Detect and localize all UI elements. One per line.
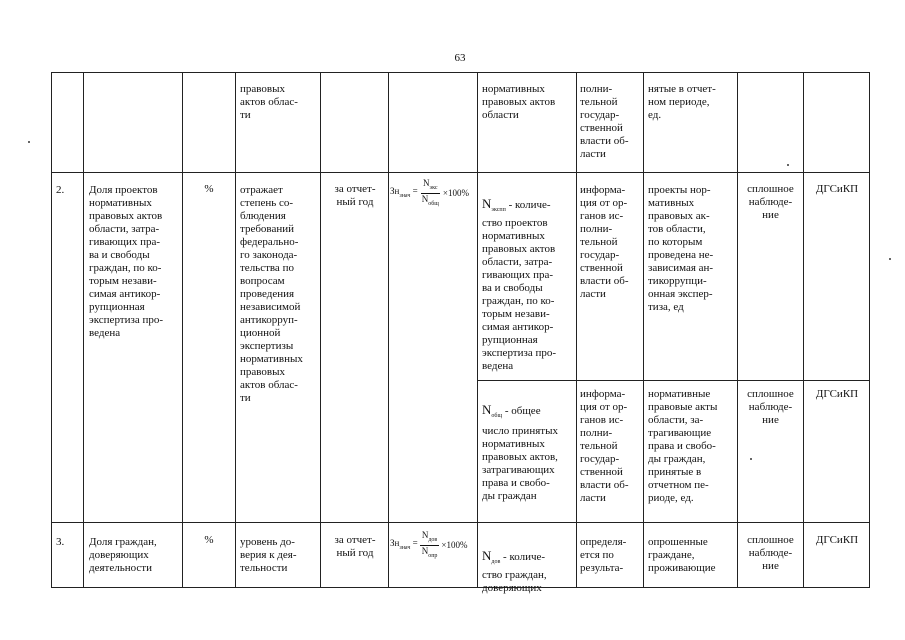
row2-sub1-object: проекты нор- мативных правовых ак- тов области, по которым проведена не- зависимая ан- тикоррупци- онная экспер- тиза, ед bbox=[648, 184, 714, 313]
row2-sub1-responsible: ДГСиКП bbox=[815, 183, 859, 195]
grid-line bbox=[51, 72, 52, 587]
row2-sub1-source: информа- ция от ор- ганов ис- полни- тельной государ- ственной власти об- ласти bbox=[580, 184, 629, 300]
row3-source: определя- ется по результа- bbox=[580, 536, 627, 574]
grid-line bbox=[477, 72, 478, 587]
grid-line bbox=[182, 72, 183, 587]
grid-line bbox=[51, 172, 870, 173]
grid-line bbox=[388, 72, 389, 587]
row3-definition: уровень до- верия к дея- тельности bbox=[240, 536, 297, 574]
formula-multiplier: ×100% bbox=[441, 540, 468, 550]
row2-sub1-method: сплошное наблюде- ние bbox=[747, 183, 794, 221]
grid-line bbox=[83, 72, 84, 587]
grid-line bbox=[576, 72, 577, 587]
formula-fraction: $\frac{N_{экс}}{N_{общ}}$ bbox=[421, 177, 439, 207]
scan-speck bbox=[889, 258, 891, 260]
row3-name: Доля граждан, доверяющих деятельности bbox=[89, 536, 157, 574]
row2-sub2-source: информа- ция от ор- ганов ис- полни- тельной государ- ственной власти об- ласти bbox=[580, 388, 629, 504]
row2-period: за отчет- ный год bbox=[334, 183, 376, 208]
formula-multiplier: ×100% bbox=[442, 188, 469, 198]
row2-sub1-description: $N_{экспп}$ - количе- ство проектов нормативных правовых актов области, затра- гивающих пра- ва и свободы граждан, по ко- торым незави- симая антикор- рупционная экспертиза про- ведена bbox=[482, 196, 557, 373]
row2-name: Доля проектов нормативных правовых актов области, затра- гивающих пра- ва и свободы граждан, по ко- торым незави- симая антикор- рупционная экспертиза про- ведена bbox=[89, 184, 164, 339]
grid-line bbox=[51, 522, 870, 523]
grid-line bbox=[320, 72, 321, 587]
row3-period: за отчет- ный год bbox=[334, 534, 376, 559]
row2-sub2-object: нормативные правовые акты области, за- трагивающие права и свобо- ды граждан, принятые в отчетном пе- риоде, ед. bbox=[648, 388, 718, 504]
row3-object: опрошенные граждане, проживающие bbox=[648, 536, 716, 574]
grid-line bbox=[235, 72, 236, 587]
formula-fraction: $\frac{N_{дов}}{N_{опр}}$ bbox=[421, 529, 438, 559]
grid-line bbox=[51, 72, 870, 73]
grid-line bbox=[477, 380, 870, 381]
grid-line bbox=[737, 72, 738, 587]
formula-lhs: $Зн_{знач}$ = bbox=[390, 537, 418, 551]
grid-line bbox=[803, 72, 804, 587]
row2-sub2-description: $N_{общ}$ - общее число принятых нормативных правовых актов, затрагивающих права и свобо- ды граждан bbox=[482, 402, 558, 503]
row2-formula bbox=[390, 178, 478, 208]
cont-row-object: нятые в отчет- ном периоде, ед. bbox=[648, 83, 716, 121]
scan-speck bbox=[750, 458, 752, 460]
row3-formula bbox=[390, 530, 478, 560]
row3-description: $N_{дов}$ - количе- ство граждан, доверяющих bbox=[482, 548, 547, 595]
row3-method: сплошное наблюде- ние bbox=[747, 534, 794, 572]
row3-number: 3. bbox=[56, 536, 65, 548]
scan-speck bbox=[787, 164, 789, 166]
row2-number: 2. bbox=[56, 184, 65, 196]
row3-responsible: ДГСиКП bbox=[815, 534, 859, 546]
grid-line bbox=[643, 72, 644, 587]
row3-unit: % bbox=[204, 534, 214, 546]
cont-row-source: полни- тельной государ- ственной власти об- ласти bbox=[580, 83, 629, 160]
scan-speck bbox=[28, 141, 30, 143]
row2-definition: отражает степень со- блюдения требований федерально- го законода- тельства по вопросам проведения независимой антикорруп- ционной экспертизы нормативных правовых актов облас- ти bbox=[240, 184, 303, 404]
grid-line bbox=[51, 587, 870, 588]
page-number: 63 bbox=[454, 52, 466, 64]
grid-line bbox=[869, 72, 870, 587]
cont-row-description: нормативных правовых актов области bbox=[482, 83, 556, 121]
cont-row-definition: правовых актов облас- ти bbox=[240, 83, 298, 121]
row2-unit: % bbox=[204, 183, 214, 195]
row2-sub2-method: сплошное наблюде- ние bbox=[747, 388, 794, 426]
formula-lhs: $Зн_{знач}$ = bbox=[390, 185, 418, 199]
row2-sub2-responsible: ДГСиКП bbox=[815, 388, 859, 400]
